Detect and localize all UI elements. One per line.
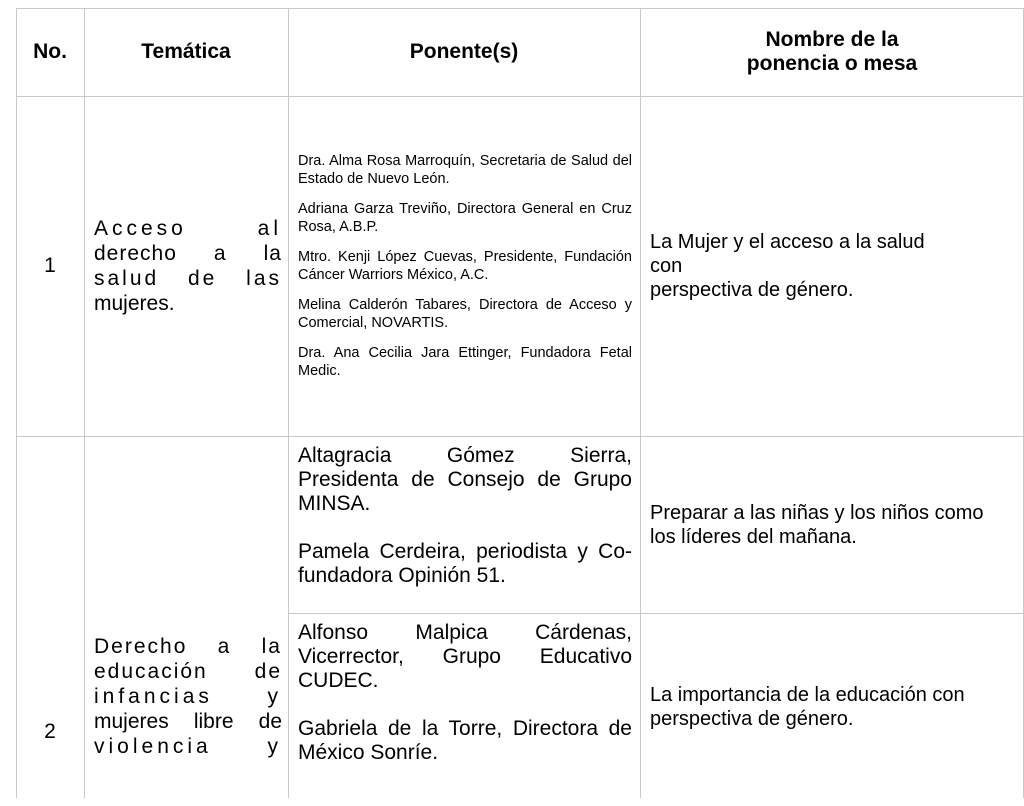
ponente-entry: Dra. Alma Rosa Marroquín, Secretaria de Salud del Estado de Nuevo León. xyxy=(298,153,632,187)
ponente-entry: Gabriela de la Torre, Directora de México Sonríe. xyxy=(298,717,632,764)
nombre-line: con xyxy=(650,255,683,277)
row2a-nombre xyxy=(640,436,1024,613)
tematica-line: infancias y xyxy=(94,685,282,708)
tematica-line: derecho a la xyxy=(94,242,282,265)
row2-tematica xyxy=(84,436,288,806)
speakers-table xyxy=(16,8,1024,798)
row2a-ponentes xyxy=(288,436,640,613)
tematica-line: Derecho a la xyxy=(94,635,282,658)
row1-nombre xyxy=(640,96,1024,436)
row2b-ponentes xyxy=(288,613,640,806)
nombre-text: La importancia de la educación con perspectiva de género. xyxy=(650,684,965,730)
header-no xyxy=(16,8,84,96)
header-tematica-label: Temática xyxy=(141,40,231,63)
header-tematica xyxy=(84,8,288,96)
nombre-text: Preparar a las niñas y los niños como los líderes del mañana. xyxy=(650,501,984,548)
tematica-line: Acceso al xyxy=(94,217,282,240)
row-number: 2 xyxy=(44,720,56,743)
ponente-entry: Pamela Cerdeira, periodista y Co-fundadora Opinión 51. xyxy=(298,540,632,587)
row2-number xyxy=(16,436,84,806)
tematica-line: mujeres libre de xyxy=(94,710,282,733)
header-ponentes-label: Ponente(s) xyxy=(409,40,519,63)
tematica-line: mujeres. xyxy=(94,292,175,315)
row1-tematica xyxy=(84,96,288,436)
nombre-line: perspectiva de género. xyxy=(650,279,854,301)
tematica-line: violencia y xyxy=(94,735,282,758)
ponente-entry: Melina Calderón Tabares, Directora de Acceso y Comercial, NOVARTIS. xyxy=(298,297,632,331)
ponente-entry: Dra. Ana Cecilia Jara Ettinger, Fundadora Fetal Medic. xyxy=(298,345,632,379)
ponente-entry: Alfonso Malpica Cárdenas, Vicerrector, Grupo Educativo CUDEC. xyxy=(298,621,632,692)
header-nombre xyxy=(640,8,1024,96)
ponente-entry: Altagracia Gómez Sierra, Presidenta de Consejo de Grupo MINSA. xyxy=(298,444,632,515)
header-ponentes xyxy=(288,8,640,96)
nombre-line: La Mujer y el acceso a la salud xyxy=(650,231,925,253)
ponente-entry: Mtro. Kenji López Cuevas, Presidente, Fundación Cáncer Warriors México, A.C. xyxy=(298,249,632,283)
row1-number xyxy=(16,96,84,436)
header-nombre-line: Nombre de la xyxy=(765,28,899,51)
row1-ponentes xyxy=(288,96,640,436)
tematica-line: salud de las xyxy=(94,267,282,290)
tematica-line: educación de xyxy=(94,660,282,683)
header-nombre-line: ponencia o mesa xyxy=(746,52,918,75)
row2b-nombre xyxy=(640,613,1024,806)
header-no-label: No. xyxy=(33,40,67,63)
row-number: 1 xyxy=(44,254,56,277)
ponente-entry: Adriana Garza Treviño, Directora General en Cruz Rosa, A.B.P. xyxy=(298,201,632,235)
